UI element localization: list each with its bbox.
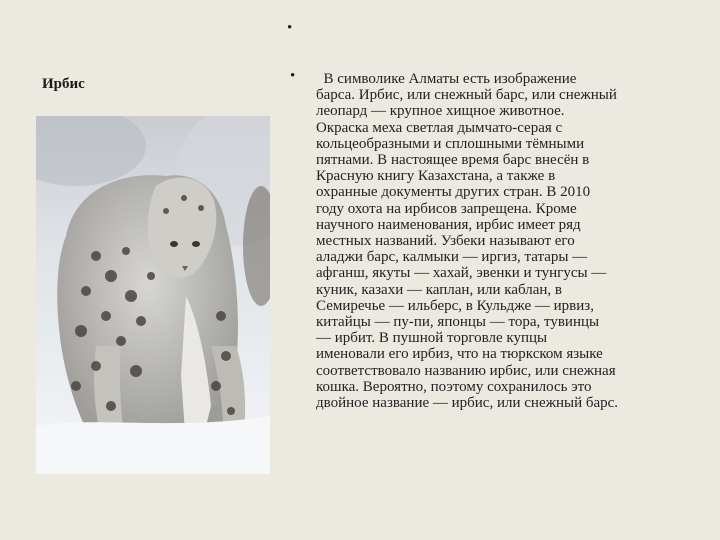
text-line: куник, казахи — каплан, или каблан, в [316,281,562,298]
text-line: двойное название — ирбис, или снежный барс. [316,395,619,412]
bullet-marker: • [290,68,296,84]
text-line: кольцеобразными и сплошными тёмными [316,135,585,152]
text-line: году охота на ирбисов запрещена. Кроме [316,200,577,217]
text-line: китайцы — пу-пи, японцы — тора, тувинцы [316,314,600,331]
text-line: научного наименования, ирбис имеет ряд [316,216,581,233]
text-line: соответствовало названию ирбис, или снежная [316,362,616,379]
slide-title: Ирбис [42,76,85,92]
text-line: Окраска меха светлая дымчато-серая с [316,119,563,136]
text-line: именовали его ирбиз, что на тюркском языке [316,346,603,363]
text-line: Красную книгу Казахстана, а также в [316,168,556,185]
text-line: пятнами. В настоящее время барс внесён в [316,152,590,169]
text-line: — ирбит. В пушной торговле купцы [316,330,548,347]
text-line: леопард — крупное хищное животное. [316,103,565,120]
text-line: В символике Алматы есть изображение [316,71,577,87]
text-line: охранные документы других стран. В 2010 [316,184,591,201]
bullet-marker: • [287,20,293,36]
text-line: афганш, якуты — хахай, эвенки и тунгусы — [316,265,607,282]
text-line: Семиречье — ильберс, в Кульдже — ирвиз, [316,297,594,314]
body-text [316,71,688,411]
text-line: местных названий. Узбеки называют его [316,233,575,250]
text-line: кошка. Вероятно, поэтому сохранилось это [316,378,592,395]
text-line: аладжи барс, калмыки — иргиз, татары — [316,249,588,266]
text-line: барса. Ирбис, или снежный барс, или снежный [316,87,617,104]
snow-leopard-photo [36,116,270,474]
